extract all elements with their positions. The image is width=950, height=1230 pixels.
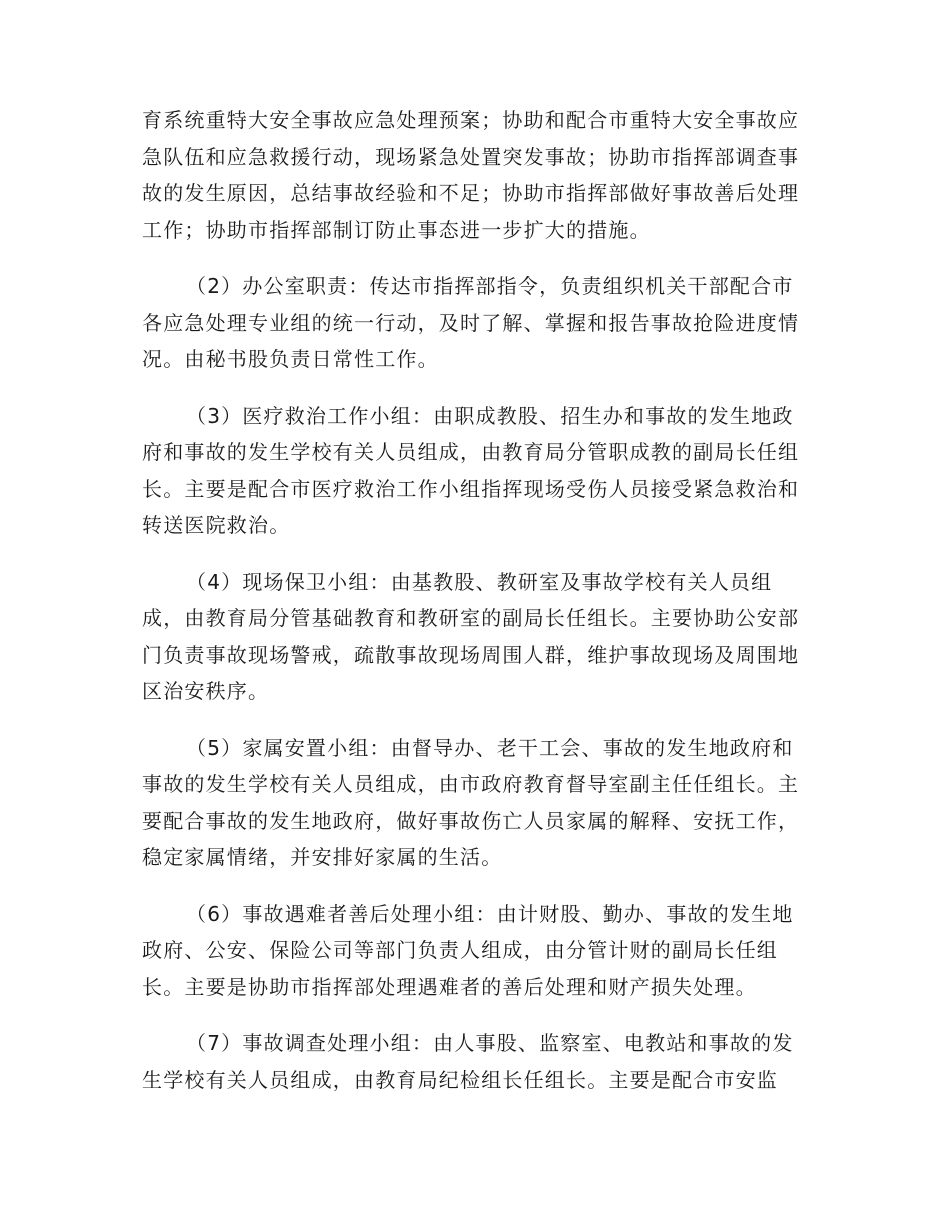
paragraph-security-group: （4）现场保卫小组：由基教股、教研室及事故学校有关人员组成，由教育局分管基础教育和教研室的副局长任组长。主要协助公安部门负责事故现场警戒，疏散事故现场周围人群，维护事故现场及周围地区治安秩序。 [142,569,800,703]
document-page [142,102,808,1118]
paragraph-investigation-group: （7）事故调查处理小组：由人事股、监察室、电教站和事故的发生学校有关人员组成，由教育局纪检组长任组长。主要是配合市安监 [142,1031,794,1092]
paragraph-aftermath-group: （6）事故遇难者善后处理小组：由计财股、勤办、事故的发生地政府、公安、保险公司等部门负责人组成，由分管计财的副局长任组长。主要是协助市指挥部处理遇难者的善后处理和财产损失处理。 [142,901,794,999]
paragraph-medical-group: （3）医疗救治工作小组：由职成教股、招生办和事故的发生地政府和事故的发生学校有关人员组成，由教育局分管职成教的副局长任组长。主要是配合市医疗救治工作小组指挥现场受伤人员接受紧急救治和转送医院救治。 [142,403,800,537]
paragraph-family-group: （5）家属安置小组：由督导办、老干工会、事故的发生地政府和事故的发生学校有关人员组成，由市政府教育督导室副主任任组长。主要配合事故的发生地政府，做好事故伤亡人员家属的解释、安抚工作，稳定家属情绪，并安排好家属的生活。 [142,735,800,869]
paragraph-intro-continued: 育系统重特大安全事故应急处理预案；协助和配合市重特大安全事故应急队伍和应急救援行动，现场紧急处置突发事故；协助市指挥部调查事故的发生原因，总结事故经验和不足；协助市指挥部做好事故善后处理工作；协助市指挥部制订防止事态进一步扩大的措施。 [142,108,800,242]
paragraph-office-duties: （2）办公室职责：传达市指挥部指令，负责组织机关干部配合市各应急处理专业组的统一行动，及时了解、掌握和报告事故抢险进度情况。由秘书股负责日常性工作。 [142,274,800,371]
